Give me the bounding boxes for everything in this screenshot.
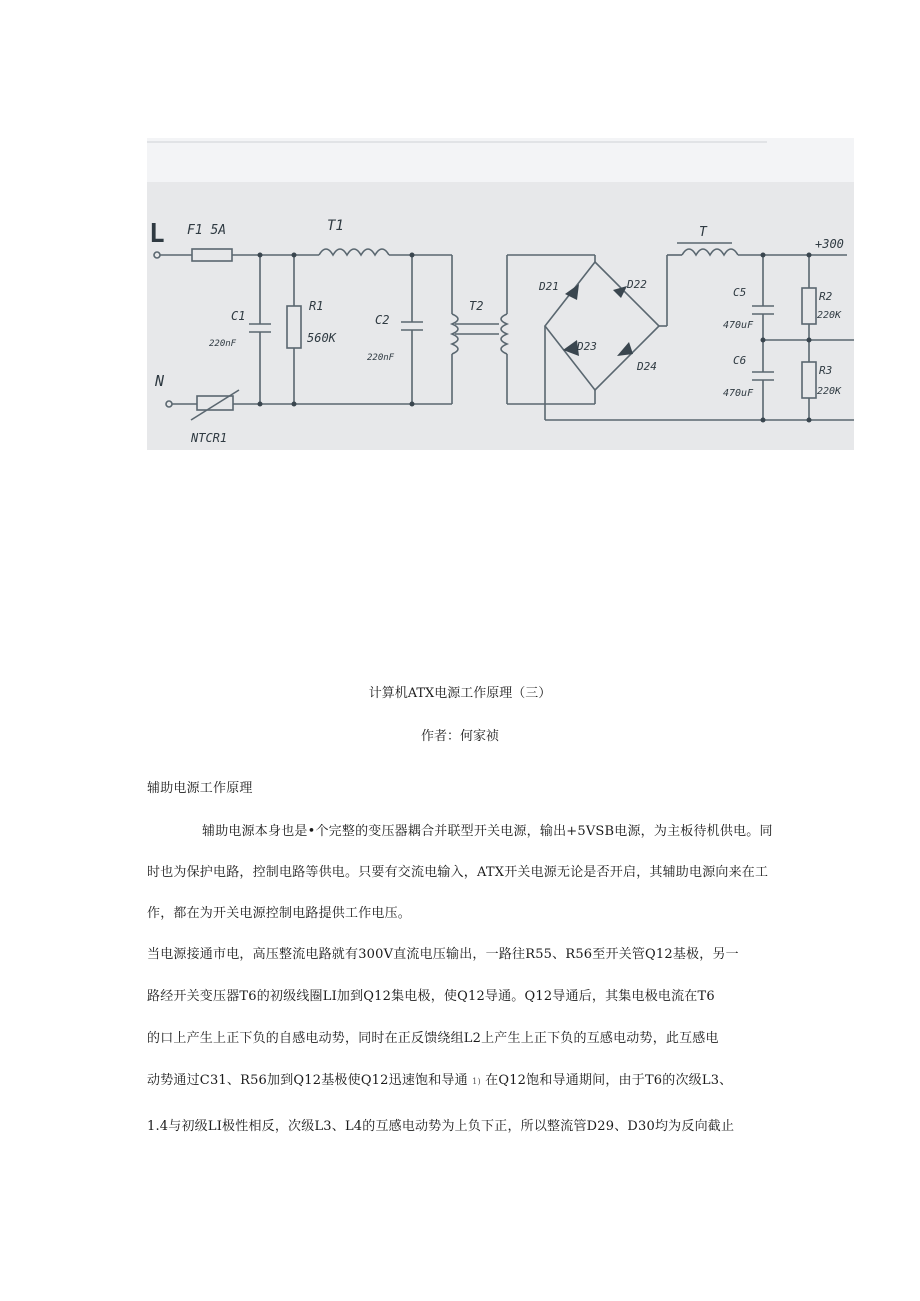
paragraph-line-5: 路经开关变压器T6的初级线圈LI加到Q12集电极，使Q12导通。Q12导通后，其集电极电流在T6 [147,989,715,1004]
document-author: 作者：何家祯 [420,729,499,744]
label-C5-value: 470uF [723,320,754,331]
label-T1: T1 [327,218,344,234]
label-D22: D22 [627,278,647,291]
label-D24: D24 [637,360,657,373]
label-C2-value: 220nF [367,353,395,363]
label-ntc: NTCR1 [191,431,228,445]
schematic-photo [147,138,854,450]
label-D23: D23 [577,340,597,353]
label-C6-value: 470uF [723,388,754,399]
label-R3: R3 [819,364,833,377]
label-T: T [699,225,707,240]
paragraph-line-7 [147,1069,732,1088]
paragraph-line-4: 当电源接通市电，高压整流电路就有300V直流电压输出，一路往R55、R56至开关管Q12基极，另一 [147,947,739,962]
label-output: +300 [815,237,844,251]
label-R1-value: 560K [307,331,336,345]
paragraph-line-7-tail: 在Q12饱和导通期间，由于T6的次级L3、 [485,1073,733,1088]
label-D21: D21 [539,280,559,293]
atx-aux-power-schematic [147,138,854,450]
section-heading: 辅助电源工作原理 [147,781,253,796]
footnote-mark: 1) [472,1077,481,1086]
label-R2-value: 220K [817,310,842,321]
label-C5: C5 [733,286,747,299]
paragraph-line-3: 作，都在为开关电源控制电路提供工作电压。 [147,906,412,921]
label-R2: R2 [819,290,833,303]
paragraph-line-1: 辅助电源本身也是•个完整的变压器耦合并联型开关电源，输出+5VSB电源，为主板待机供电。同 [202,824,773,839]
label-C6: C6 [733,354,747,367]
paragraph-line-7-text: 动势通过C31、R56加到Q12基极使Q12迅速饱和导通 [147,1073,468,1088]
label-N: N [155,372,165,390]
label-L: L [149,219,165,249]
label-F1: F1 5A [187,223,227,238]
label-C2: C2 [375,313,390,327]
paragraph-line-2: 时也为保护电路，控制电路等供电。只要有交流电输入，ATX开关电源无论是否开启，其辅助电源向来在工 [147,865,769,880]
label-R1: R1 [309,299,324,313]
label-T2: T2 [469,299,484,313]
label-C1: C1 [231,309,246,323]
paragraph-line-8: 1.4与初级LI极性相反，次级L3、L4的互感电动势为上负下正，所以整流管D29、D30均为反向截止 [147,1119,735,1134]
label-C1-value: 220nF [209,339,237,349]
document-title: 计算机ATX电源工作原理（三） [368,686,552,701]
label-R3-value: 220K [817,386,842,397]
paragraph-line-6: 的口上产生上正下负的自感电动势，同时在正反馈绕组L2上产生上正下负的互感电动势，此互感电 [147,1031,719,1046]
